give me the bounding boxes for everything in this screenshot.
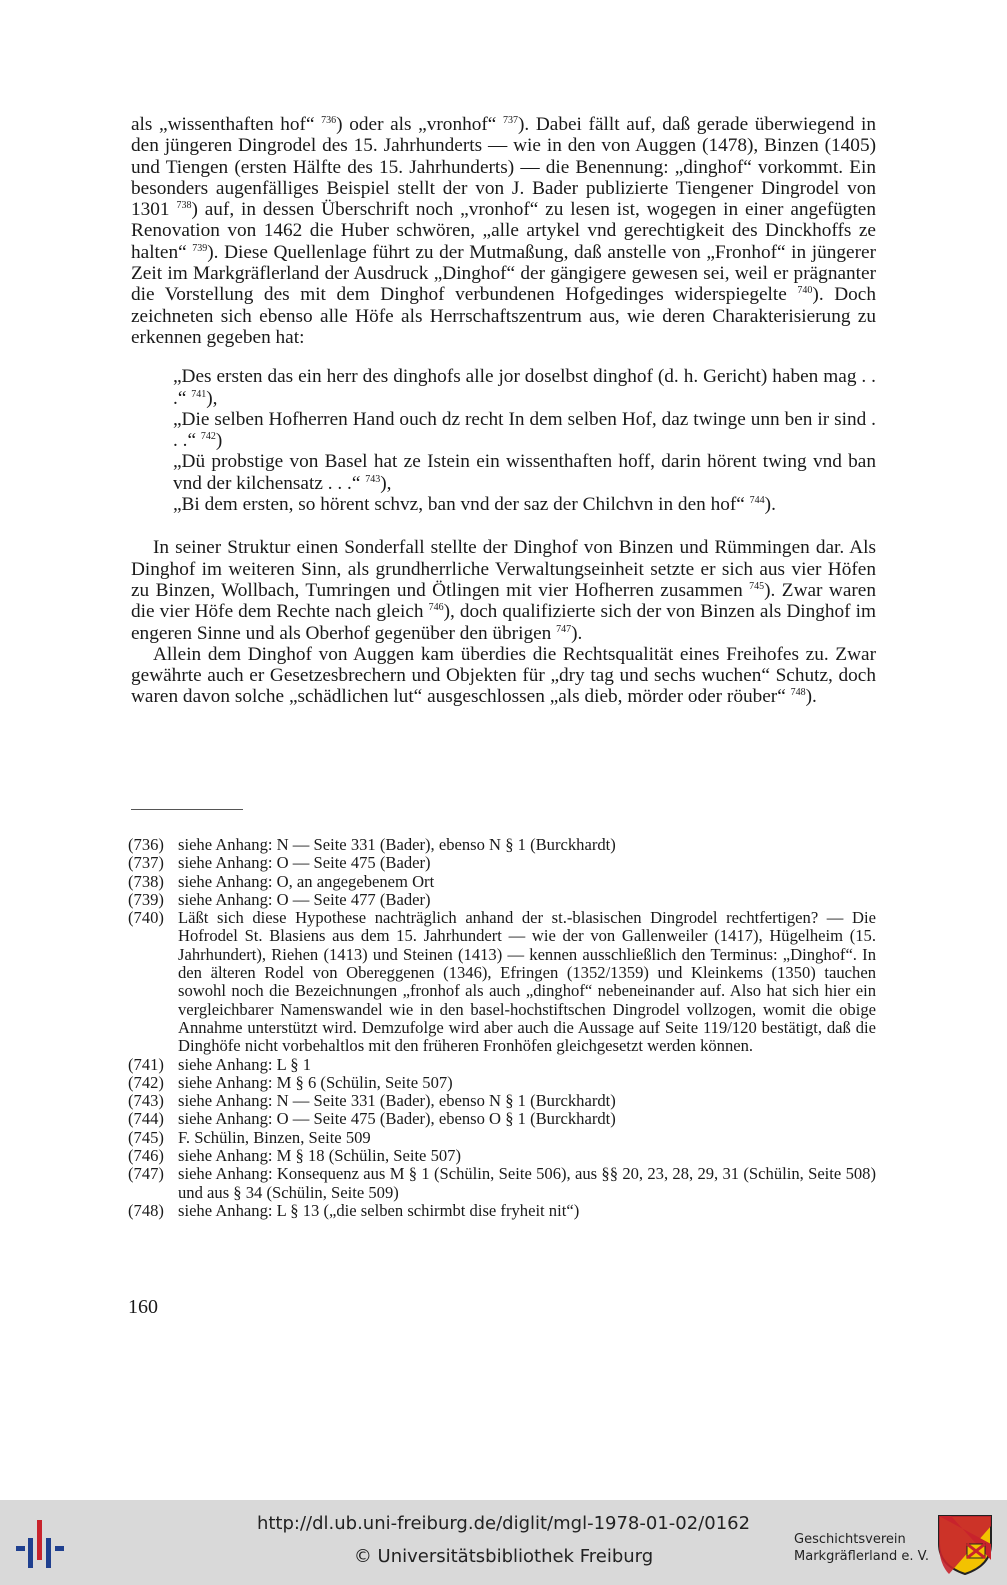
footnote-text: Läßt sich diese Hypothese nachträglich anhand der st.-blasischen Dingrodel rechtfertigen? — Die Hofrodel St. Blasiens aus dem 15. Jahrhundert — wie der von Gallenweiler (1417), Hügelheim (15. Jahrhundert), Riehen (1413) und Steinen (1413) — kennen ausschließlich den Terminus: „Dinghof“. In den älteren Rodel von Obereggenen (1346), Efringen (1352/1359) und Kleinkems (1350) tauchen sowohl noch die Bezeichnungen „fronhof als auch „dinghof“ nebeneinander auf. Also hat sich hier ein vergleichbarer Namenswandel wie in den basel-hochstiftschen Dingrodel vollzogen, womit die obige Annahme unterstützt wird. Demzufolge wird aber auch die Aussage auf Seite 119/120 bestätigt, daß die Dinghöfe nicht vorbehaltlos mit den früheren Fronhöfen gleichgesetzt werden können. [178,908,876,1056]
footnote-item [128,1110,876,1128]
footnote-ref-743[interactable]: 743 [365,473,381,485]
footnote-ref-739[interactable]: 739 [192,242,208,254]
footnote-item [128,909,876,1055]
footnote-text: siehe Anhang: O, an angegebenem Ort [178,871,435,891]
footnote-text: siehe Anhang: M § 18 (Schülin, Seite 507) [178,1146,461,1166]
footnote-item [128,1074,876,1092]
footnote-number: (742) [128,1072,164,1092]
footnote-text: siehe Anhang: M § 6 (Schülin, Seite 507) [178,1072,453,1092]
footnote-ref-736[interactable]: 736 [321,115,337,126]
footnote-text: siehe Anhang: O — Seite 477 (Bader) [178,889,431,909]
footnote-text: siehe Anhang: O — Seite 475 (Bader), ebenso O § 1 (Burckhardt) [178,1109,616,1129]
paragraph-1: als „wissenthaften hof“ $^{736}$) oder als „vronhof“ $^{737}$). Dabei fällt auf, daß gerade überwiegend in den jüngeren Dingrodel des 15. Jahrhunderts — wie in den von Auggen (1478), Binzen (1405) und Tiengen (ersten Hälfte des 15. Jahrhunderts) — die Benennung: „dinghof“ vorkommt. Ein besonders augenfälliges Beispiel stellt der von J. Bader publizierte Tiengener Dingrodel von 1301 $^{738}$) auf, in dessen Überschrift noch „vronhof“ zu lesen ist, wogegen in einer angefügten Renovation von 1462 die Huber schwören, „alle artykel vnd gerechtigkeit des Dinckhoffs ze halten“ $^{739}$). Diese Quellenlage führt zu der Mutmaßung, daß anstelle von „Fronhof“ in jüngerer Zeit im Markgräflerland der Ausdruck „Dinghof“ der gängigere gewesen sei, weil er prägnanter die Vorstellung des mit dem Dinghof verbundenen Hofgedinges widerspiegelte $^{740}$). Doch zeichneten sich ebenso alle Höfe als Herrschaftszentrum aus, wie deren Charakterisierung zu erkennen gegeben hat: [131,114,876,348]
footnote-number: (736) [128,835,164,854]
footnote-ref-748[interactable]: 748 [790,687,806,699]
society-name: Geschichtsverein Markgräflerland e. V. [794,1532,929,1564]
footnote-ref-747[interactable]: 747 [556,623,572,635]
footnote-divider [131,809,243,810]
footnote-text: siehe Anhang: N — Seite 331 (Bader), ebenso N § 1 (Burckhardt) [178,835,616,854]
footnote-ref-738[interactable]: 738 [176,200,192,212]
footnote-item [128,1129,876,1147]
quote-3: „Dü probstige von Basel hat ze Istein ein wissenthaften hoff, darin hörent twing vnd ban vnd der kilchensatz . . .“ $^{743}$), [173,451,876,494]
footnote-ref-746[interactable]: 746 [428,602,444,614]
footnote-text: siehe Anhang: O — Seite 475 (Bader) [178,853,431,873]
quote-1: „Des ersten das ein herr des dinghofs alle jor doselbst dinghof (d. h. Gericht) haben mag . . .“ $^{741}$), [173,366,876,409]
footnote-text: siehe Anhang: N — Seite 331 (Bader), ebenso N § 1 (Burckhardt) [178,1091,616,1111]
footnote-item [128,1202,876,1220]
footnote-number: (743) [128,1091,164,1111]
footnote-number: (738) [128,871,164,891]
footnotes [128,836,876,1220]
footnote-ref-740[interactable]: 740 [797,285,813,297]
footnote-text: siehe Anhang: L § 13 („die selben schirmbt dise fryheit nit“) [178,1200,580,1220]
footnote-item [128,891,876,909]
footnote-text: siehe Anhang: L § 1 [178,1054,312,1074]
footnote-item [128,1056,876,1074]
footnote-item [128,836,876,854]
footnote-text: F. Schülin, Binzen, Seite 509 [178,1127,371,1147]
footnote-number: (746) [128,1146,164,1166]
coat-of-arms-icon[interactable] [937,1514,993,1576]
page-number: 160 [128,1296,158,1318]
footnote-number: (744) [128,1109,164,1129]
main-text [131,114,876,708]
quote-4: „Bi dem ersten, so hörent schvz, ban vnd der saz der Chilchvn in den hof“ $^{744}$). [173,494,776,516]
footnote-number: (745) [128,1127,164,1147]
footnote-number: (748) [128,1200,164,1220]
footnote-number: (747) [128,1164,164,1184]
footnote-ref-741[interactable]: 741 [191,388,207,400]
footnote-ref-744[interactable]: 744 [749,495,765,507]
footnote-item [128,1147,876,1165]
footnote-item [128,854,876,872]
copyright-text: © Universitätsbibliothek Freiburg [353,1546,654,1567]
footnote-ref-737[interactable]: 737 [502,115,518,126]
paragraph-2: In seiner Struktur einen Sonderfall stellte der Dinghof von Binzen und Rümmingen dar. Als Dinghof im weiteren Sinn, als grundherrliche Verwaltungseinheit setzte er sich aus vier Höfen zu Binzen, Wollbach, Tumringen und Ötlingen mit vier Hofherren zusammen $^{745}$). Zwar waren die vier Höfe dem Rechte nach gleich $^{746}$), doch qualifizierte sich der von Binzen als Dinghof im engeren Sinne und als Oberhof gegenüber den übrigen $^{747}$). [131,537,877,644]
footnote-number: (737) [128,853,164,873]
viewer-footer [0,1500,1007,1585]
footnote-ref-742[interactable]: 742 [200,431,216,443]
footnote-number: (740) [128,908,164,928]
footnote-ref-745[interactable]: 745 [749,580,765,592]
source-url-link[interactable]: http://dl.ub.uni-freiburg.de/diglit/mgl-1978-01-02/0162 [256,1513,751,1534]
paragraph-3: Allein dem Dinghof von Auggen kam überdies die Rechtsqualität eines Freihofes zu. Zwar gewährte auch er Gesetzesbrechern und Objekten für „dry tag und sechs wuchen“ Schutz, doch waren davon solche „schädlichen lut“ ausgeschlossen „als dieb, mörder oder röuber“ $^{748}$). [131,643,876,708]
footnote-item [128,1092,876,1110]
footnote-item [128,873,876,891]
footnote-number: (741) [128,1054,164,1074]
quote-2: „Die selben Hofherren Hand ouch dz recht In dem selben Hof, daz twinge unn ben ir sind . . .“ $^{742}$) [173,408,876,452]
footnote-item [128,1165,876,1202]
quotation-block [173,366,876,515]
footnote-number: (739) [128,889,164,909]
footnote-text: siehe Anhang: Konsequenz aus M § 1 (Schülin, Seite 506), aus §§ 20, 23, 28, 29, 31 (Schülin, Seite 508) und aus § 34 (Schülin, Seite 509) [178,1164,876,1202]
